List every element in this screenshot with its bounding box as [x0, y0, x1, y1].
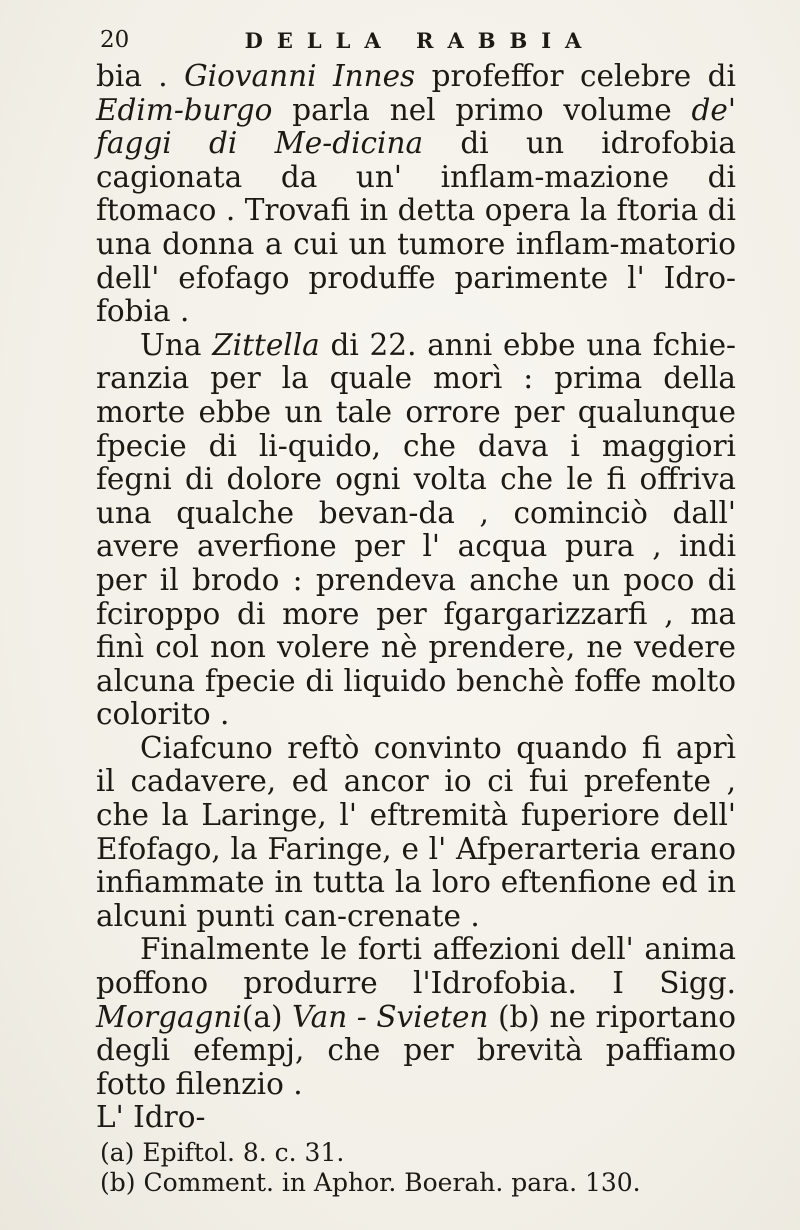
body-text: [96, 60, 736, 1135]
catchword: L' Idro-: [96, 1100, 206, 1135]
text-run: di 22. anni ebbe una fchie-ranzia per la quale morì : prima della morte ebbe un tale orrore per qualunque fpecie di li-quido, che dava i maggiori fegni di dolore ogni volta che le fi offriva una qualche bevan-da , cominciò dall' avere averfione per l' acqua pura , indi per il brodo : prendeva anche un poco di fciroppo di more per fgargarizzarfi , ma finì col non volere nè prendere, ne vedere alcuna fpecie di liquido benchè foffe molto colorito .: [96, 327, 736, 732]
paragraph-4: [96, 933, 736, 1101]
text-run: di un idrofobia cagionata da un' inflam-mazione di ftomaco . Trovafi in detta opera la ftoria di una donna a cui un tumore inflam-matorio dell' efofago produffe parimente l' Idro-fobia .: [96, 126, 736, 329]
text-run: Una: [140, 327, 213, 362]
text-run: Ciafcuno reftò convinto quando fi aprì il cadavere, ed ancor io ci fui prefente , che la Laringe, l' eftremità fuperiore dell' Efofago, la Faringe, e l' Afperarteria erano infiammate in tutta la loro eftenfione ed in alcuni punti can-crenate .: [96, 730, 736, 933]
text-run: (b) ne riportano degli efempj, che per brevità paffiamo fotto filenzio .: [96, 999, 736, 1101]
text-run: Zittella: [212, 327, 320, 362]
text-run: Edim-burgo: [96, 92, 273, 127]
text-run: parla nel primo volume: [272, 92, 692, 127]
text-run: Morgagni: [96, 999, 242, 1034]
footnote-b: (b) Comment. in Aphor. Boerah. para. 130.: [100, 1168, 641, 1197]
footnote-a: (a) Epiftol. 8. c. 31.: [100, 1138, 345, 1167]
text-run: bia .: [96, 59, 185, 93]
text-run: Van - Svieten: [292, 999, 489, 1034]
paragraph-1: [96, 60, 736, 329]
paragraph-3: [96, 732, 736, 934]
running-title: DELLA RABBIA: [244, 27, 596, 53]
paragraph-2: [96, 329, 736, 732]
footnotes: [100, 1138, 720, 1198]
text-run: Finalmente le forti affezioni dell' anima poffono produrre l'Idrofobia. I Sigg.: [96, 932, 736, 1001]
running-header: [100, 18, 680, 62]
text-run: de' faggi di Me-dicina: [96, 92, 736, 161]
text-run: (a): [241, 999, 293, 1034]
text-run: profeffor celebre di: [415, 59, 736, 93]
text-run: Giovanni Innes: [184, 59, 416, 93]
page-number: 20: [100, 27, 130, 53]
